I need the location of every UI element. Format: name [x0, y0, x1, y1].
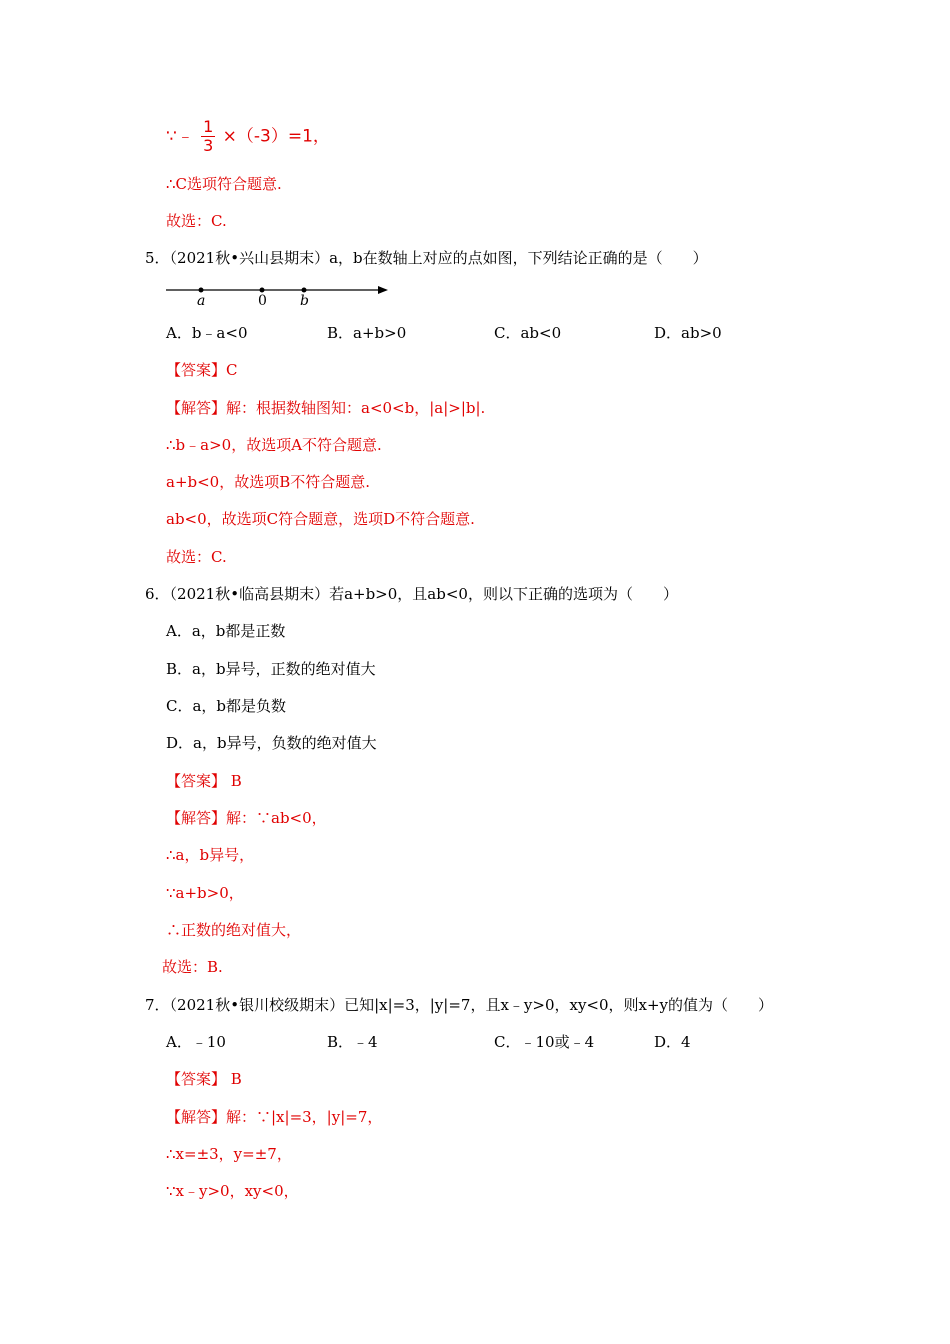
- q6-option-c: C．a，b都是负数: [166, 697, 287, 715]
- fraction-numerator: 1: [203, 117, 214, 136]
- q6-solution-line: ∵a+b>0，: [166, 884, 244, 902]
- q7-solution-line: ∵x﹣y>0，xy<0，: [166, 1182, 299, 1200]
- q5-option-d: D．ab>0: [654, 324, 722, 342]
- q6-option-d: D．a，b异号，负数的绝对值大: [166, 734, 377, 752]
- q7-option-d: D．4: [654, 1033, 691, 1051]
- because-prefix: ∵﹣: [166, 126, 194, 147]
- q6-solution-line: ∴正数的绝对值大，: [166, 921, 302, 939]
- q7-solution-line: 【解答】解：∵|x|=3，|y|=7，: [166, 1108, 383, 1126]
- label-b: b: [300, 293, 309, 308]
- q6-solution-line: ∴a，b异号，: [166, 846, 255, 864]
- q5-solution-line: a+b<0，故选项B不符合题意.: [166, 473, 371, 491]
- q7-answer: 【答案】 B: [166, 1070, 242, 1088]
- q7-option-c: C．﹣10或﹣4: [494, 1033, 595, 1051]
- q6-stem: 6．（2021秋•临高县期末）若a+b>0，且ab<0，则以下正确的选项为（ ）: [145, 585, 678, 603]
- point-a: [199, 288, 204, 293]
- fraction: [201, 118, 215, 155]
- label-0: 0: [258, 293, 267, 308]
- q4-conclusion: ∴C选项符合题意.: [166, 175, 282, 193]
- q5-solution-line: 故选：C.: [166, 548, 227, 566]
- q5-answer: 【答案】C: [166, 361, 238, 379]
- point-0: [260, 288, 265, 293]
- q6-solution-line: 故选：B.: [162, 958, 223, 976]
- label-a: a: [197, 293, 206, 308]
- number-line-arrow: [378, 286, 388, 294]
- q7-option-a: A．﹣10: [166, 1033, 226, 1051]
- expression-rest: ×（-3）=1，: [222, 126, 330, 147]
- q5-option-c: C．ab<0: [494, 324, 562, 342]
- q4-math-expression: [166, 118, 330, 158]
- q7-stem: 7．（2021秋•银川校级期末）已知|x|=3，|y|=7，且x﹣y>0，xy<0，则x+y的值为（ ）: [145, 996, 774, 1014]
- q4-choice: 故选：C.: [166, 212, 227, 230]
- q6-answer: 【答案】 B: [166, 772, 242, 790]
- number-line-figure: [166, 280, 396, 308]
- q6-option-b: B．a，b异号，正数的绝对值大: [166, 660, 376, 678]
- q7-solution-line: ∴x=±3，y=±7，: [166, 1145, 292, 1163]
- q6-option-a: A．a，b都是正数: [166, 622, 286, 640]
- q5-solution-line: 【解答】解：根据数轴图知：a<0<b，|a|>|b|.: [166, 399, 486, 417]
- q5-solution-line: ∴b﹣a>0，故选项A不符合题意.: [166, 436, 382, 454]
- fraction-denominator: 3: [203, 136, 214, 155]
- q6-solution-line: 【解答】解：∵ab<0，: [166, 809, 327, 827]
- q5-solution-line: ab<0，故选项C符合题意，选项D不符合题意.: [166, 510, 475, 528]
- q5-option-a: A．b﹣a<0: [166, 324, 248, 342]
- q5-stem: 5．（2021秋•兴山县期末）a，b在数轴上对应的点如图，下列结论正确的是（ ）: [145, 249, 708, 267]
- q7-option-b: B．﹣4: [327, 1033, 378, 1051]
- point-b: [302, 288, 307, 293]
- q5-option-b: B．a+b>0: [327, 324, 407, 342]
